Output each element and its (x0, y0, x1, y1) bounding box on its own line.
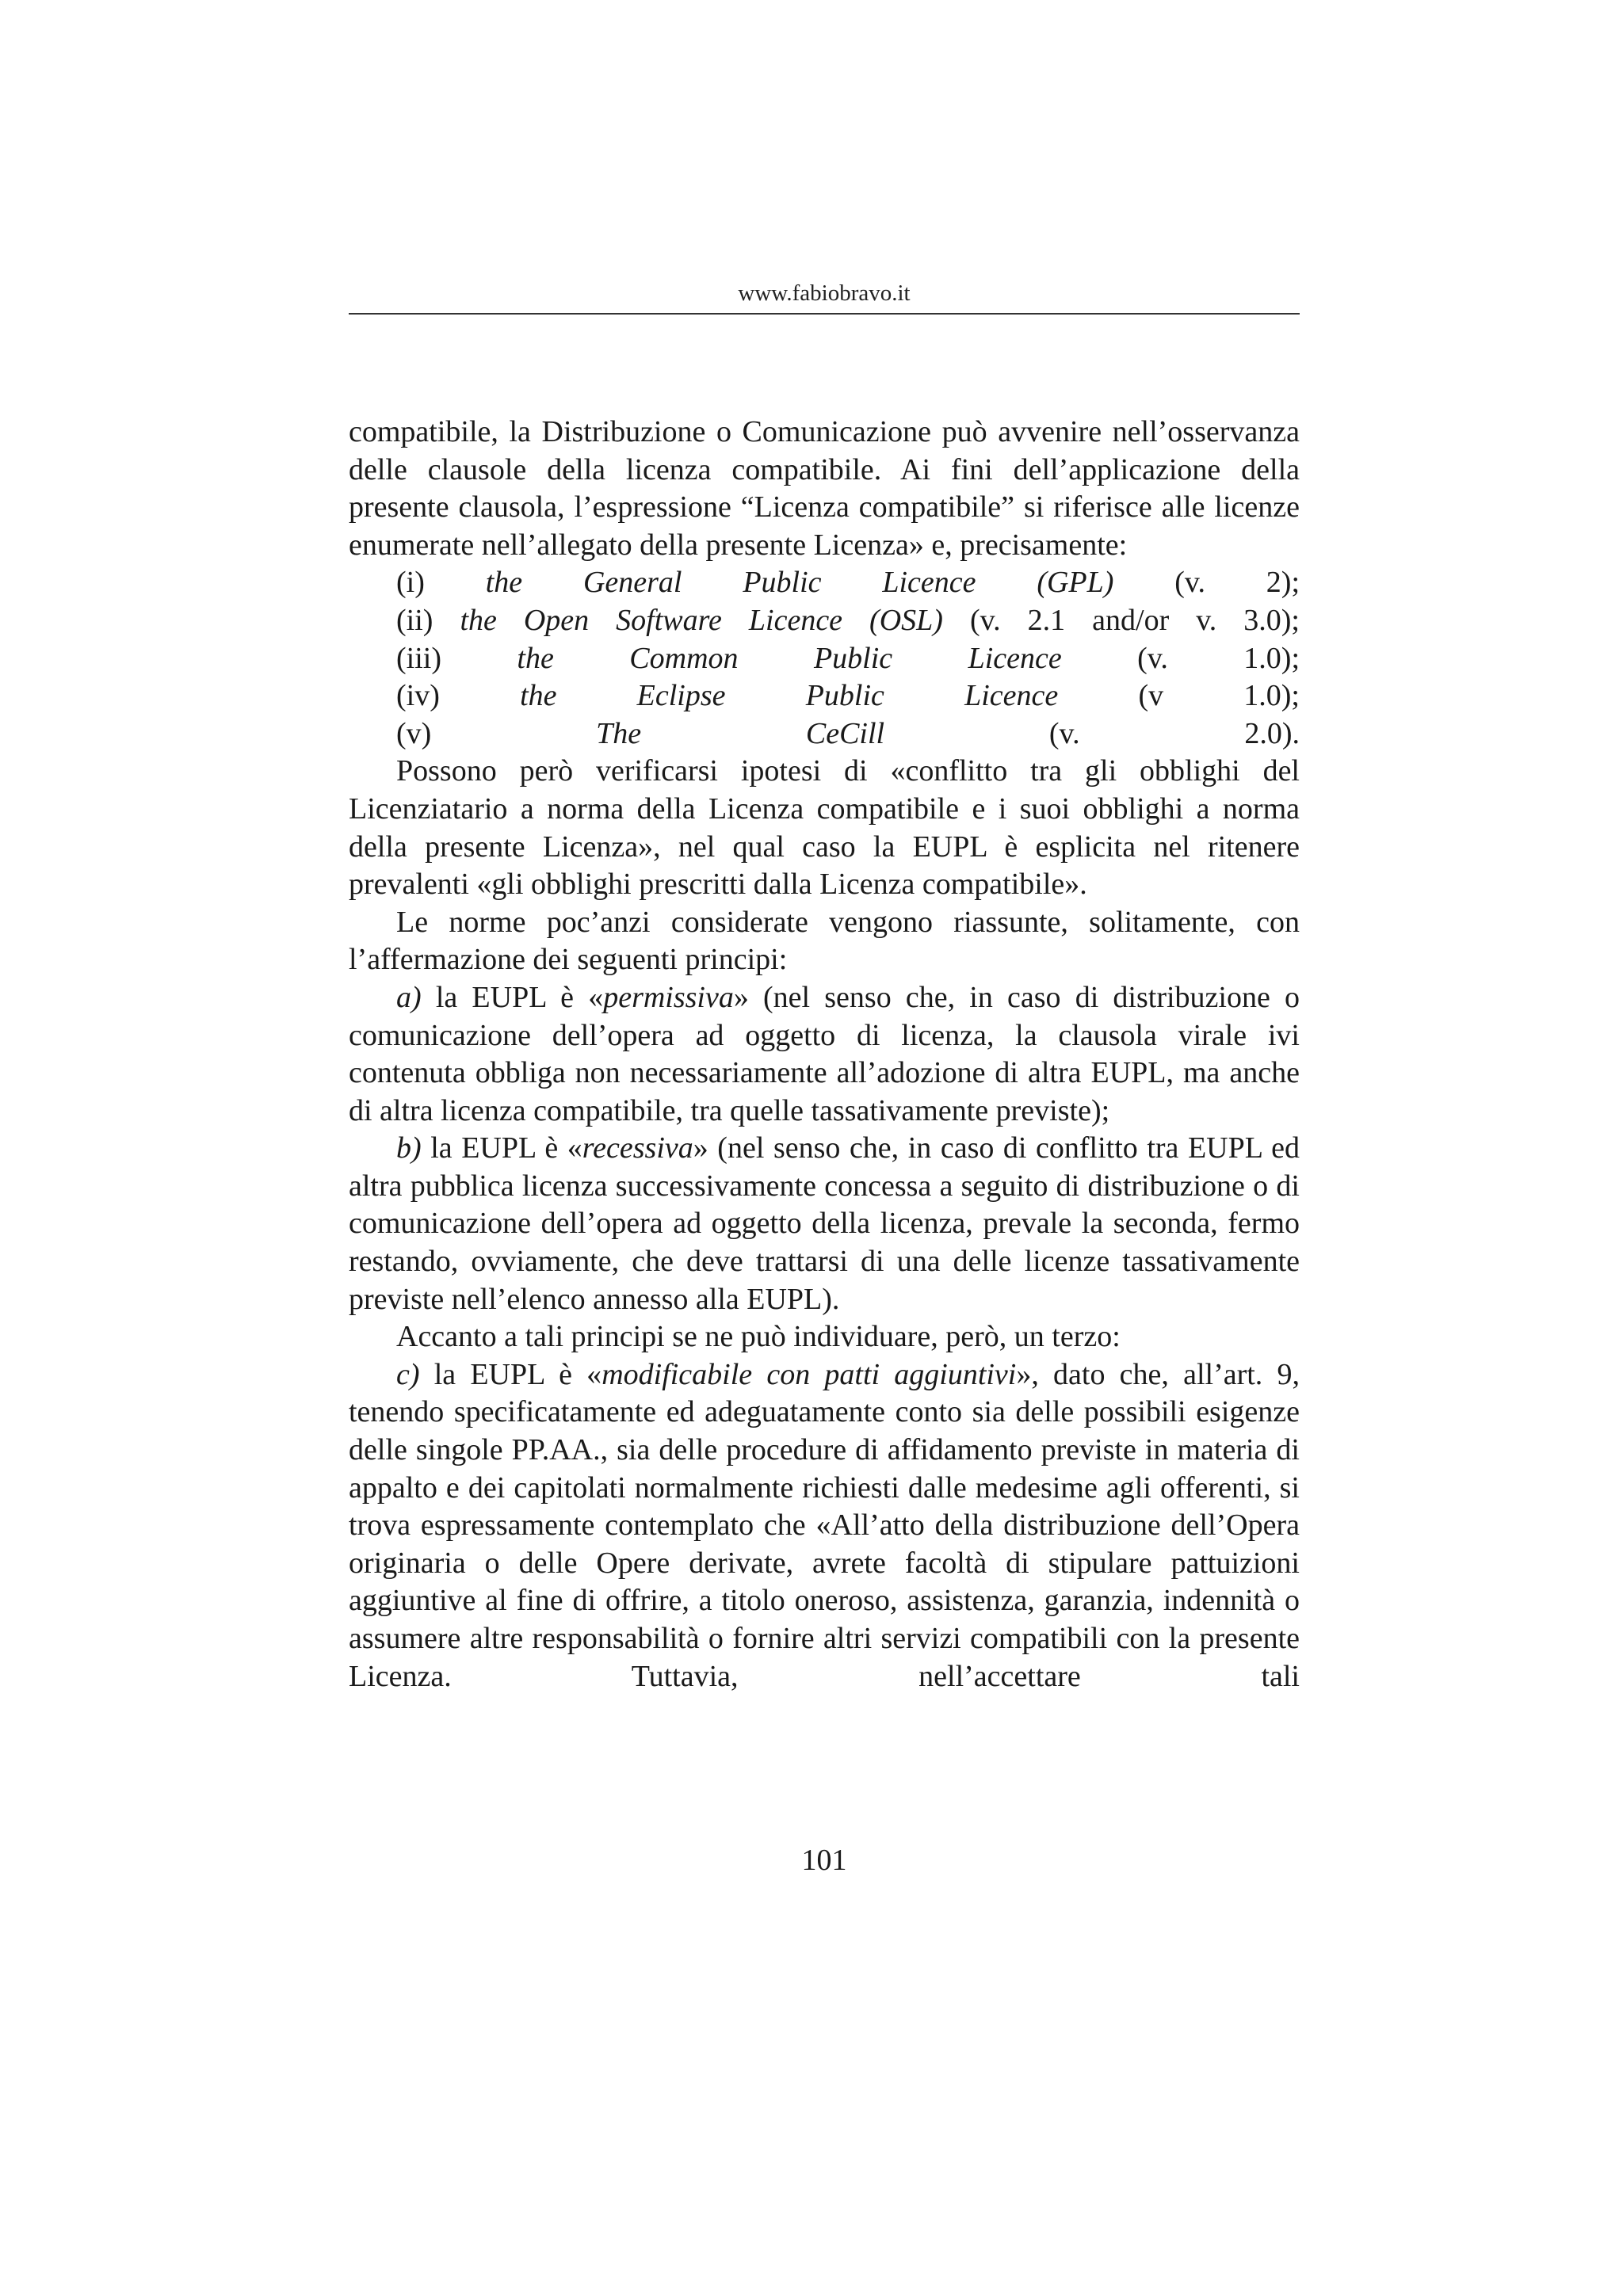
paragraph-modificabile (349, 1356, 1300, 1695)
list-item (349, 677, 1300, 715)
licence-list (349, 564, 1300, 753)
list-item-licence: The CeCill (596, 716, 885, 750)
list-item (349, 640, 1300, 678)
text-span: la EUPL è « (419, 1357, 602, 1391)
list-item (349, 602, 1300, 640)
header-rule (349, 313, 1300, 315)
paragraph-terzo-principio: Accanto a tali principi se ne può individuare, però, un terzo: (396, 1320, 1121, 1354)
paragraph-recessiva (349, 1130, 1300, 1318)
list-item-number: (iv) (396, 679, 521, 713)
item-label: c) (396, 1357, 420, 1391)
paragraph-principi: Le norme poc’anzi considerate vengono riassunte, solitamente, con l’affermazione dei seguenti principi: (349, 905, 1300, 977)
paragraph-conflitto: Possono però verificarsi ipotesi di «conflitto tra gli obblighi del Licenziatario a norma della Licenza compatibile e i suoi obblighi a norma della presente Licenza», nel qual caso la EUPL è esplicita nel ritenere prevalenti «gli obblighi prescritti dalla Licenza compatibile». (349, 754, 1300, 902)
list-item-version: (v. 2); (1113, 566, 1300, 600)
item-label: b) (396, 1131, 422, 1165)
list-item-number: (ii) (396, 603, 460, 637)
list-item-version: (v. 2.1 and/or v. 3.0); (942, 603, 1300, 637)
list-item-licence: the General Public Licence (GPL) (485, 566, 1114, 600)
text-span: » (nel senso che, in caso di distribuzione o comunicazione dell’opera ad oggetto di licenza, la clausola virale ivi contenuta obbliga non necessariamente all’adozione di altra EUPL, ma anche di altra licenza compatibile, tra quelle tassativamente previste); (349, 980, 1300, 1127)
body-text (349, 414, 1300, 1695)
text-span: la EUPL è « (421, 1131, 582, 1165)
list-item-version: (v 1.0); (1058, 679, 1300, 713)
list-item-number: (iii) (396, 641, 517, 675)
key-term: modificabile con patti aggiuntivi (601, 1357, 1017, 1391)
list-item-licence: the Open Software Licence (OSL) (460, 603, 943, 637)
list-item-number: (v) (396, 716, 597, 750)
item-label: a) (396, 980, 422, 1014)
text-span: », dato che, all’art. 9, tenendo specificatamente ed adeguatamente conto sia delle possibili esigenze delle singole PP.AA., sia delle procedure di affidamento previste in materia di appalto e dei capitolati normalmente richiesti dalle medesime agli offerenti, si trova espressamente contemplato che «All’atto della distribuzione dell’Opera originaria o delle Opere derivate, avrete facoltà di stipulare pattuizioni aggiuntive al fine di offrire, a titolo oneroso, assistenza, garanzia, indennità o assumere altre responsabilità o fornire altri servizi compatibili con la presente Licenza. Tuttavia, nell’accettare tali (349, 1357, 1300, 1693)
text-span: la EUPL è « (421, 980, 604, 1014)
list-item-licence: the Eclipse Public Licence (520, 679, 1059, 713)
key-term: recessiva (582, 1131, 693, 1165)
list-item-licence: the Common Public Licence (517, 641, 1062, 675)
list-item-version: (v. 2.0). (884, 716, 1300, 750)
paragraph-permissiva (349, 979, 1300, 1130)
key-term: permissiva (603, 980, 734, 1014)
list-item (349, 715, 1300, 753)
paragraph-compatibile: compatibile, la Distribuzione o Comunicazione può avvenire nell’osservanza delle clausole della licenza compatibile. Ai fini dell’applicazione della presente clausola, l’espressione “Licenza compatibile” si riferisce alle licenze enumerate nell’allegato della presente Licenza» e, precisamente: (349, 415, 1300, 562)
page-number: 101 (801, 1844, 847, 1877)
list-item-version: (v. 1.0); (1061, 641, 1300, 675)
list-item-number: (i) (396, 566, 486, 600)
running-head: www.fabiobravo.it (738, 280, 911, 306)
list-item (349, 564, 1300, 602)
text-span: » (nel senso che, in caso di conflitto tra EUPL ed altra pubblica licenza successivamente concessa a seguito di distribuzione o di comunicazione dell’opera ad oggetto della licenza, prevale la seconda, fermo restando, ovviamente, che deve trattarsi di una delle licenze tassativamente previste nell’elenco annesso alla EUPL). (349, 1131, 1300, 1316)
